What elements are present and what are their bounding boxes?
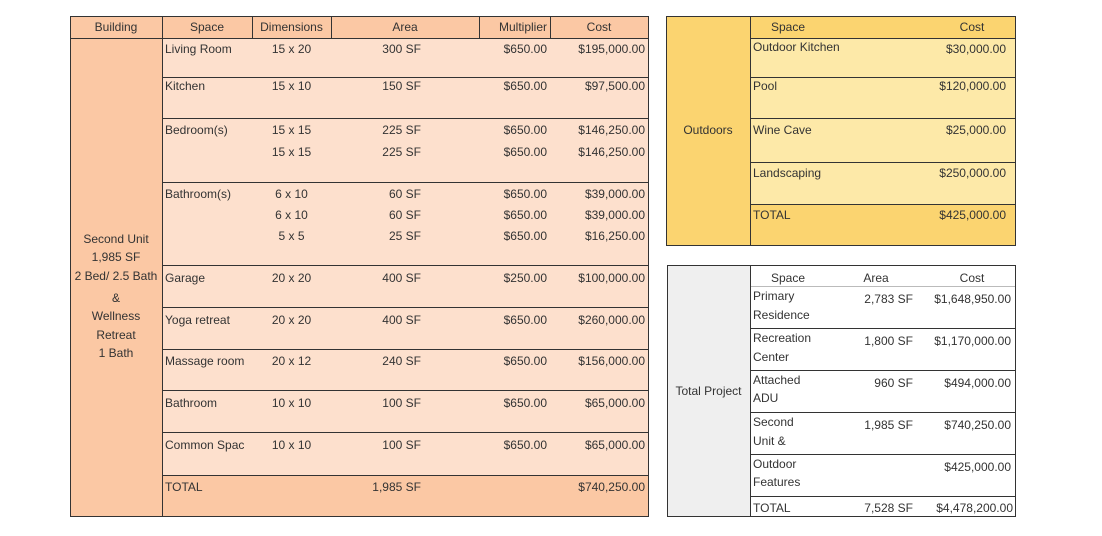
mult: $650.00 bbox=[503, 42, 547, 56]
area: 240 SF bbox=[382, 354, 421, 368]
area: 60 SF bbox=[388, 208, 421, 222]
outdoors-cost: $25,000.00 bbox=[945, 123, 1006, 137]
space-living-room: Living Room bbox=[165, 42, 232, 56]
dim: 15 x 15 bbox=[271, 145, 312, 159]
building-column-bg bbox=[70, 16, 162, 517]
project-space-line1: Outdoor bbox=[753, 457, 797, 471]
header-area: Area bbox=[392, 20, 418, 34]
project-area: 1,985 SF bbox=[864, 418, 913, 432]
dim: 20 x 20 bbox=[271, 313, 312, 327]
project-cost: $1,170,000.00 bbox=[934, 334, 1011, 348]
mult: $650.00 bbox=[503, 187, 547, 201]
project-space-line2: Unit & bbox=[753, 434, 786, 448]
total-label: TOTAL bbox=[165, 480, 203, 494]
outdoors-space: Outdoor Kitchen bbox=[753, 40, 840, 54]
space-garage: Garage bbox=[165, 271, 206, 285]
header-dimensions: Dimensions bbox=[260, 20, 323, 34]
header-cost: Cost bbox=[586, 20, 612, 34]
project-total-label: TOTAL bbox=[753, 501, 791, 515]
cost: $100,000.00 bbox=[578, 271, 645, 285]
outdoors-total-label: TOTAL bbox=[753, 208, 791, 222]
outdoors-header-cost: Cost bbox=[959, 20, 985, 34]
cost: $146,250.00 bbox=[578, 145, 645, 159]
dim: 15 x 20 bbox=[271, 42, 312, 56]
area: 225 SF bbox=[382, 123, 421, 137]
outdoors-header-space: Space bbox=[770, 20, 806, 34]
project-group-label: Total Project bbox=[675, 384, 742, 398]
area: 400 SF bbox=[382, 313, 421, 327]
project-header-area: Area bbox=[863, 271, 889, 285]
area: 225 SF bbox=[382, 145, 421, 159]
dim: 10 x 10 bbox=[271, 438, 312, 452]
cost: $16,250.00 bbox=[584, 229, 645, 243]
project-space-line2: Center bbox=[753, 350, 790, 364]
dim: 20 x 20 bbox=[271, 271, 312, 285]
cost: $65,000.00 bbox=[584, 396, 645, 410]
space-bathroom: Bathroom bbox=[165, 396, 218, 410]
project-total-area: 7,528 SF bbox=[864, 501, 913, 515]
project-space-line1: Attached bbox=[753, 373, 801, 387]
mult: $650.00 bbox=[503, 229, 547, 243]
total-area: 1,985 SF bbox=[372, 480, 421, 494]
project-cost: $425,000.00 bbox=[944, 460, 1011, 474]
project-space-line2: ADU bbox=[753, 391, 779, 405]
dim: 15 x 10 bbox=[271, 79, 312, 93]
mult: $250.00 bbox=[503, 271, 547, 285]
area: 100 SF bbox=[382, 396, 421, 410]
project-total-cost: $4,478,200.00 bbox=[936, 501, 1013, 515]
cost: $156,000.00 bbox=[578, 354, 645, 368]
dim: 6 x 10 bbox=[275, 208, 308, 222]
outdoors-space: Wine Cave bbox=[753, 123, 812, 137]
area: 150 SF bbox=[382, 79, 421, 93]
cost: $146,250.00 bbox=[578, 123, 645, 137]
project-area: 1,800 SF bbox=[864, 334, 913, 348]
cost: $65,000.00 bbox=[584, 438, 645, 452]
project-cost: $494,000.00 bbox=[944, 376, 1011, 390]
cost: $260,000.00 bbox=[578, 313, 645, 327]
project-space-line1: Primary bbox=[753, 289, 795, 303]
project-space-line1: Second bbox=[753, 415, 794, 429]
mult: $650.00 bbox=[503, 396, 547, 410]
header-multiplier: Multiplier bbox=[498, 20, 547, 34]
dim: 10 x 10 bbox=[271, 396, 312, 410]
dim: 15 x 15 bbox=[271, 123, 312, 137]
cost: $97,500.00 bbox=[584, 79, 645, 93]
dim: 5 x 5 bbox=[278, 229, 305, 243]
space-massage-room: Massage room bbox=[165, 354, 245, 368]
space-kitchen: Kitchen bbox=[165, 79, 206, 93]
outdoors-cost: $250,000.00 bbox=[939, 166, 1006, 180]
area: 100 SF bbox=[382, 438, 421, 452]
total-cost: $740,250.00 bbox=[578, 480, 645, 494]
area: 25 SF bbox=[388, 229, 421, 243]
area: 300 SF bbox=[382, 42, 421, 56]
header-building: Building bbox=[94, 20, 138, 34]
mult: $650.00 bbox=[503, 354, 547, 368]
outdoors-total-cost: $425,000.00 bbox=[939, 208, 1006, 222]
project-area: 2,783 SF bbox=[864, 292, 913, 306]
space-bathrooms: Bathroom(s) bbox=[165, 187, 232, 201]
outdoors-space: Landscaping bbox=[753, 166, 822, 180]
mult: $650.00 bbox=[503, 123, 547, 137]
mult: $650.00 bbox=[503, 438, 547, 452]
outdoors-cost: $120,000.00 bbox=[939, 79, 1006, 93]
project-space-line2: Residence bbox=[753, 308, 810, 322]
space-bedrooms: Bedroom(s) bbox=[165, 123, 228, 137]
mult: $650.00 bbox=[503, 79, 547, 93]
mult: $650.00 bbox=[503, 313, 547, 327]
project-header-space: Space bbox=[770, 271, 806, 285]
outdoors-cost: $30,000.00 bbox=[945, 42, 1006, 56]
space-common: Common Spac bbox=[165, 438, 245, 452]
outdoors-space: Pool bbox=[753, 79, 778, 93]
outdoors-group-label: Outdoors bbox=[683, 123, 733, 137]
mult: $650.00 bbox=[503, 208, 547, 222]
dim: 20 x 12 bbox=[271, 354, 312, 368]
area: 60 SF bbox=[388, 187, 421, 201]
cost: $39,000.00 bbox=[584, 208, 645, 222]
project-header-cost: Cost bbox=[959, 271, 985, 285]
project-space-line1: Recreation bbox=[753, 331, 812, 345]
header-space: Space bbox=[189, 20, 225, 34]
project-space-line2: Features bbox=[753, 475, 801, 489]
space-yoga-retreat: Yoga retreat bbox=[165, 313, 230, 327]
area: 400 SF bbox=[382, 271, 421, 285]
project-cost: $1,648,950.00 bbox=[934, 292, 1011, 306]
project-area: 960 SF bbox=[874, 376, 913, 390]
project-cost: $740,250.00 bbox=[944, 418, 1011, 432]
cost: $195,000.00 bbox=[578, 42, 645, 56]
dim: 6 x 10 bbox=[275, 187, 308, 201]
cost: $39,000.00 bbox=[584, 187, 645, 201]
mult: $650.00 bbox=[503, 145, 547, 159]
